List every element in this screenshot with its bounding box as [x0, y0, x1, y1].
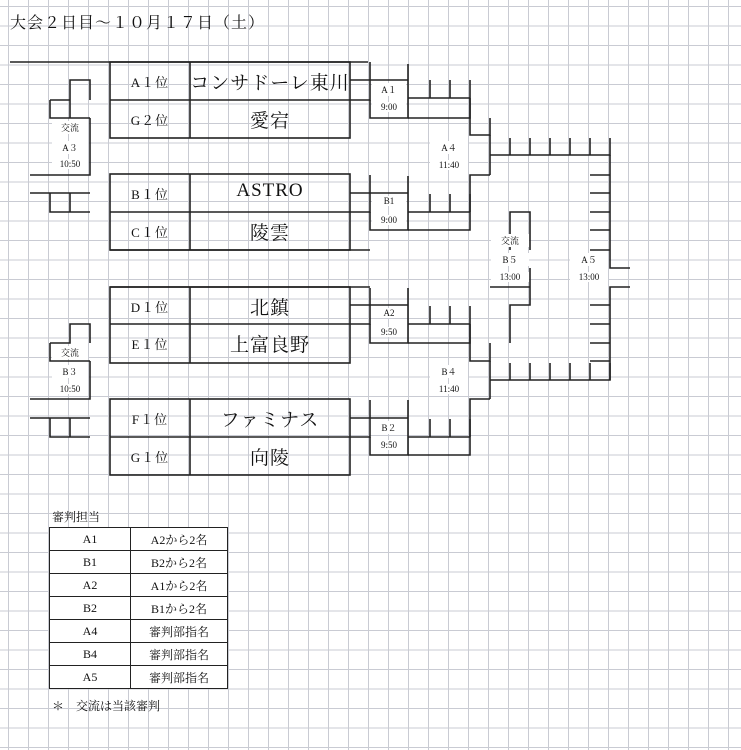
table-row [50, 551, 228, 574]
team-rank: D１位 [130, 300, 170, 315]
referee-assignee: A1から2名 [131, 574, 228, 597]
page-title: 大会２日目〜１０月１７日（土） [10, 15, 266, 32]
referee-heading: 審判担当 [52, 510, 101, 524]
referee-assignee: 審判部指名 [131, 620, 228, 643]
match-b4-time: 11:40 [430, 384, 468, 394]
team-name: 愛宕 [249, 111, 290, 132]
table-row [50, 574, 228, 597]
match-a5-label: A５ [570, 253, 608, 266]
referee-match: A1 [50, 528, 131, 551]
match-a2-label: A2 [372, 308, 406, 318]
team-rank: A１位 [130, 75, 170, 90]
team-name: ファミナス [220, 410, 320, 431]
team-rank: E１位 [131, 337, 169, 352]
referee-assignee: B1から2名 [131, 597, 228, 620]
match-a3-note: 交流 [52, 121, 88, 134]
match-b2-label: B２ [372, 421, 406, 434]
match-a4-time: 11:40 [430, 160, 468, 170]
match-a1-label: A１ [372, 83, 406, 96]
referee-footnote: ＊ 交流は当該審判 [52, 699, 161, 713]
team-name: 陵雲 [249, 223, 290, 244]
match-b5-time: 13:00 [491, 272, 529, 282]
match-b3-time: 10:50 [52, 384, 88, 394]
team-rank: C１位 [131, 225, 169, 240]
match-a4-label: A４ [430, 141, 468, 154]
referee-assignee: A2から2名 [131, 528, 228, 551]
match-b3-label: B３ [52, 365, 88, 378]
match-b5-label: B５ [491, 253, 529, 266]
team-name: 北鎮 [249, 298, 290, 319]
team-rank: G１位 [130, 450, 170, 465]
team-name: ASTRO [236, 180, 304, 201]
match-b4-label: B４ [430, 365, 468, 378]
referee-match: B1 [50, 551, 131, 574]
referee-match: B2 [50, 597, 131, 620]
match-a3-time: 10:50 [52, 159, 88, 169]
match-b3-note: 交流 [52, 346, 88, 359]
referee-match: A4 [50, 620, 131, 643]
table-row [50, 597, 228, 620]
team-name: コンサドーレ東川 [190, 73, 350, 94]
table-row [50, 528, 228, 551]
match-a3-label: A３ [52, 141, 88, 154]
table-row [50, 620, 228, 643]
referee-assignee: 審判部指名 [131, 666, 228, 689]
referee-match: B4 [50, 643, 131, 666]
match-a5-time: 13:00 [570, 272, 608, 282]
match-b5-note: 交流 [491, 234, 529, 247]
match-a2-time: 9:50 [372, 327, 406, 337]
team-rank: G２位 [130, 113, 170, 128]
team-rank: F１位 [131, 412, 169, 427]
referee-match: A5 [50, 666, 131, 689]
match-b2-time: 9:50 [372, 440, 406, 450]
match-b1-label: B1 [372, 196, 406, 206]
team-name: 向陵 [249, 448, 290, 469]
referee-assignee: 審判部指名 [131, 643, 228, 666]
team-rank: B１位 [131, 187, 169, 202]
team-name: 上富良野 [229, 335, 310, 356]
table-row [50, 643, 228, 666]
referee-match: A2 [50, 574, 131, 597]
table-row [50, 666, 228, 689]
referee-assignee: B2から2名 [131, 551, 228, 574]
referee-table [49, 527, 228, 689]
match-a1-time: 9:00 [372, 102, 406, 112]
match-b1-time: 9:00 [372, 215, 406, 225]
